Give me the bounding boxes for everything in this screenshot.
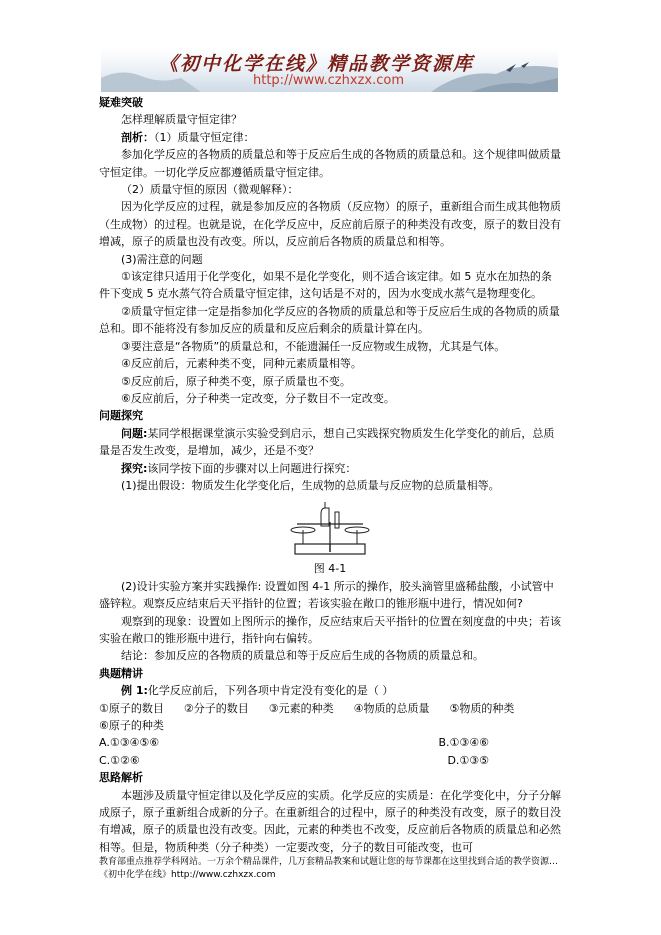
- option-1: ①原子的数目: [99, 701, 164, 715]
- banner-url[interactable]: http://www.czhxzx.com: [253, 73, 404, 88]
- option-2: ②分子的数目: [183, 701, 249, 715]
- answer-c: C.①②⑥: [99, 753, 140, 767]
- section-heading-analysis: 思路解析: [99, 771, 143, 785]
- section-heading-explore: 问题探究: [99, 409, 143, 423]
- answer-d: D.①③⑤: [447, 753, 489, 767]
- problem-paragraph: [99, 425, 561, 460]
- problem-text: 某同学根据课堂演示实验受到启示，想自己实践探究物质发生化学变化的前后，总质量是否发生改变，是增加，减少，还是不变？: [99, 426, 555, 458]
- document-body: [99, 94, 561, 882]
- observation: 观察到的现象：设置如上图所示的操作，反应结束后天平指针的位置在刻度盘的中央；若该实验在敞口的锥形瓶中进行，指针向右偏转。: [99, 614, 561, 645]
- answer-row-1: [99, 734, 561, 751]
- conclusion: 结论：参加反应的各物质的质量总和等于反应后生成的各物质的质量总和。: [121, 649, 484, 663]
- note-5: ⑤反应前后，原子种类不变，原子质量也不变。: [121, 374, 351, 388]
- explore-label: 探究:: [121, 461, 148, 475]
- footer-text: 教育部重点推荐学科网站。一万余个精品课件，几万套精品教案和试题让您的每节课都在这里找到合适的教学资源…《初中化学在线》http://www.czhxzx.com: [99, 857, 559, 881]
- analysis-title-line: [99, 129, 561, 146]
- figure-balance: [99, 494, 561, 560]
- note-3: ③要注意是“各物质”的质量总和，不能遗漏任一反应物或生成物，尤其是气体。: [121, 339, 506, 353]
- answer-row-2: [99, 752, 561, 769]
- option-6: ⑥原子的种类: [99, 719, 164, 732]
- subtitle-reason: （2）质量守恒的原因（微观解释）：: [121, 183, 299, 197]
- option-4: ④物质的总质量: [353, 701, 430, 715]
- balance-illustration: [289, 500, 371, 558]
- figure-caption: 图 4-1: [313, 562, 347, 576]
- option-5: ⑤物质的种类: [449, 701, 515, 715]
- example-options: [99, 700, 561, 735]
- banner-title: 《初中化学在线》精品教学资源库: [159, 53, 475, 75]
- example-text: 化学反应前后，下列各项中肯定没有变化的是（ ）: [147, 684, 394, 698]
- explore-paragraph: [99, 460, 561, 477]
- note-2: ②质量守恒定律一定是指参加化学反应的各物质的质量总和等于反应后生成的各物质的质量总和。即不能将没有参加反应的质量和反应后剩余的质量计算在内。: [99, 304, 560, 336]
- analysis-title: （1）质量守恒定律：: [154, 130, 255, 144]
- header-banner: [101, 48, 558, 92]
- answer-b: B.①③④⑥: [438, 736, 489, 750]
- section-heading-difficulty: 疑难突破: [99, 96, 143, 109]
- section-heading-examples: 典题精讲: [99, 666, 143, 680]
- example-label: 例 1:: [121, 684, 148, 698]
- explore-text: 该同学按下面的步骤对以上问题进行探究：: [147, 461, 357, 475]
- note-4: ④反应前后，元素种类不变，同种元素质量相等。: [121, 357, 362, 371]
- analysis-paragraph: 本题涉及质量守恒定律以及化学反应的实质。化学反应的实质是：在化学变化中，分子分解成原子，原子重新组合成新的分子。在重新组合的过程中，原子的种类没有改变，原子的数目没有增减，原子的质量也没有改变。因此，元素的种类也不改变，反应前后各物质的质量总和必然相等。但是，物质种类（分子种类）一定要改变，分子的数目可能改变，也可: [99, 788, 561, 854]
- paragraph-reason: 因为化学反应的过程，就是参加反应的各物质（反应物）的原子，重新组合而生成其他物质（生成物）的过程。也就是说，在化学反应中，反应前后原子的种类没有改变，原子的数目没有增减，原子的质量也没有改变。所以，反应前后各物质的质量总和相等。: [99, 200, 561, 249]
- option-3: ③元素的种类: [268, 701, 334, 715]
- paragraph-law: 参加化学反应的各物质的质量总和等于反应后生成的各物质的质量总和。这个规律叫做质量守恒定律。一切化学反应都遵循质量守恒定律。: [99, 148, 561, 179]
- note-6: ⑥反应前后，分子种类一定改变，分子数目不一定改变。: [121, 391, 395, 405]
- step-2: (2)设计实验方案并实践操作: 设置如图 4-1 所示的操作，胶头滴管里盛稀盐酸，小试管中盛锌粒。观察反应结束后天平指针的位置；若该实验在敞口的锥形瓶中进行，情况如何?: [99, 579, 554, 611]
- analysis-label: 剖析：: [121, 130, 154, 144]
- example-question: [99, 682, 561, 699]
- subtitle-notes: (3)需注意的问题: [121, 252, 203, 266]
- step-1: (1)提出假设：物质发生化学变化后，生成物的总质量与反应物的总质量相等。: [121, 478, 500, 492]
- problem-label: 问题:: [121, 426, 148, 440]
- note-1: ①该定律只适用于化学变化，如果不是化学变化，则不适合该定律。如 5 克水在加热的条件下变成 5 克水蒸气符合质量守恒定律，这句话是不对的，因为水变成水蒸气是物理变化。: [99, 270, 552, 301]
- answer-a: A.①③④⑤⑥: [99, 736, 160, 750]
- question-text: 怎样理解质量守恒定律？: [121, 113, 242, 127]
